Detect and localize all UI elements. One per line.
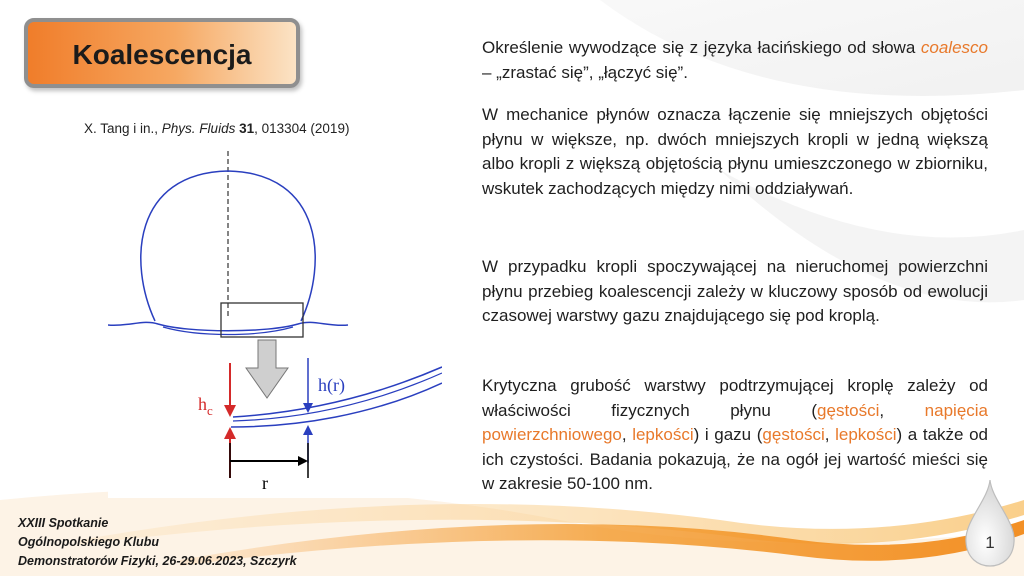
title-box [24,18,300,88]
term-density-gas: gęstości [762,425,825,444]
paragraph-gas-layer: W przypadku kropli spoczywającej na nieruchomej powierzchni płynu przebieg koalescencji zależy w kluczowy sposób od ewolucji czasowej warstwy gazu znajdującego się pod kroplą. [482,257,988,325]
paragraph-critical-thickness: Krytyczna grubość warstwy podtrzymującej kroplę zależy od właściwości fizycznych płynu (gęstości, napięcia powierzchniowego, lepkości) i gazu (gęstości, lepkości) a także od ich czystości. Badania pokazują, że na ogół jej wartość mieści się w zakresie 50-100 nm. [482,376,988,493]
paragraph-etymology: Określenie wywodzące się z języka łacińskiego od słowa coalesco – „zrastać się”, „łączyć się”. [482,38,988,82]
term-viscosity-liquid: lepkości [632,425,694,444]
citation-rest: , 013304 (2019) [254,121,350,136]
zoom-box [221,303,303,337]
r-label: r [262,473,268,493]
term-surface-tension: napięcia powierzchniowego [482,400,988,444]
water-drop-icon [962,478,1018,568]
slide-title: Koalescencja [72,39,252,70]
hr-label: h(r) [318,375,345,395]
conference-footer: XXIII Spotkanie Ogólnopolskiego Klubu Demonstratorów Fizyki, 26-29.06.2023, Szczyrk [18,516,297,568]
hc-label: $h_c$ [198,394,213,418]
coalescence-figure [108,143,442,498]
figure-citation [84,121,349,136]
zoom-arrow [246,340,288,398]
latin-term: coalesco [920,38,988,57]
page-number: 1 [985,533,995,552]
interface-line [108,322,348,330]
paragraph-definition: W mechanice płynów oznacza łączenie się mniejszych objętości płynu w większe, np. dwóch mniejszych kropli w jedną większą albo kropli z większą objętością płynu umieszczonego w zbiorniku, wskutek zachodzących między nimi oddziaływań. [482,105,988,198]
term-viscosity-gas: lepkości [835,425,897,444]
citation-journal: Phys. Fluids [161,121,236,136]
citation-volume: 31 [239,121,255,136]
term-density-liquid: gęstości [817,400,880,420]
citation-authors: X. Tang i in., [84,121,162,136]
